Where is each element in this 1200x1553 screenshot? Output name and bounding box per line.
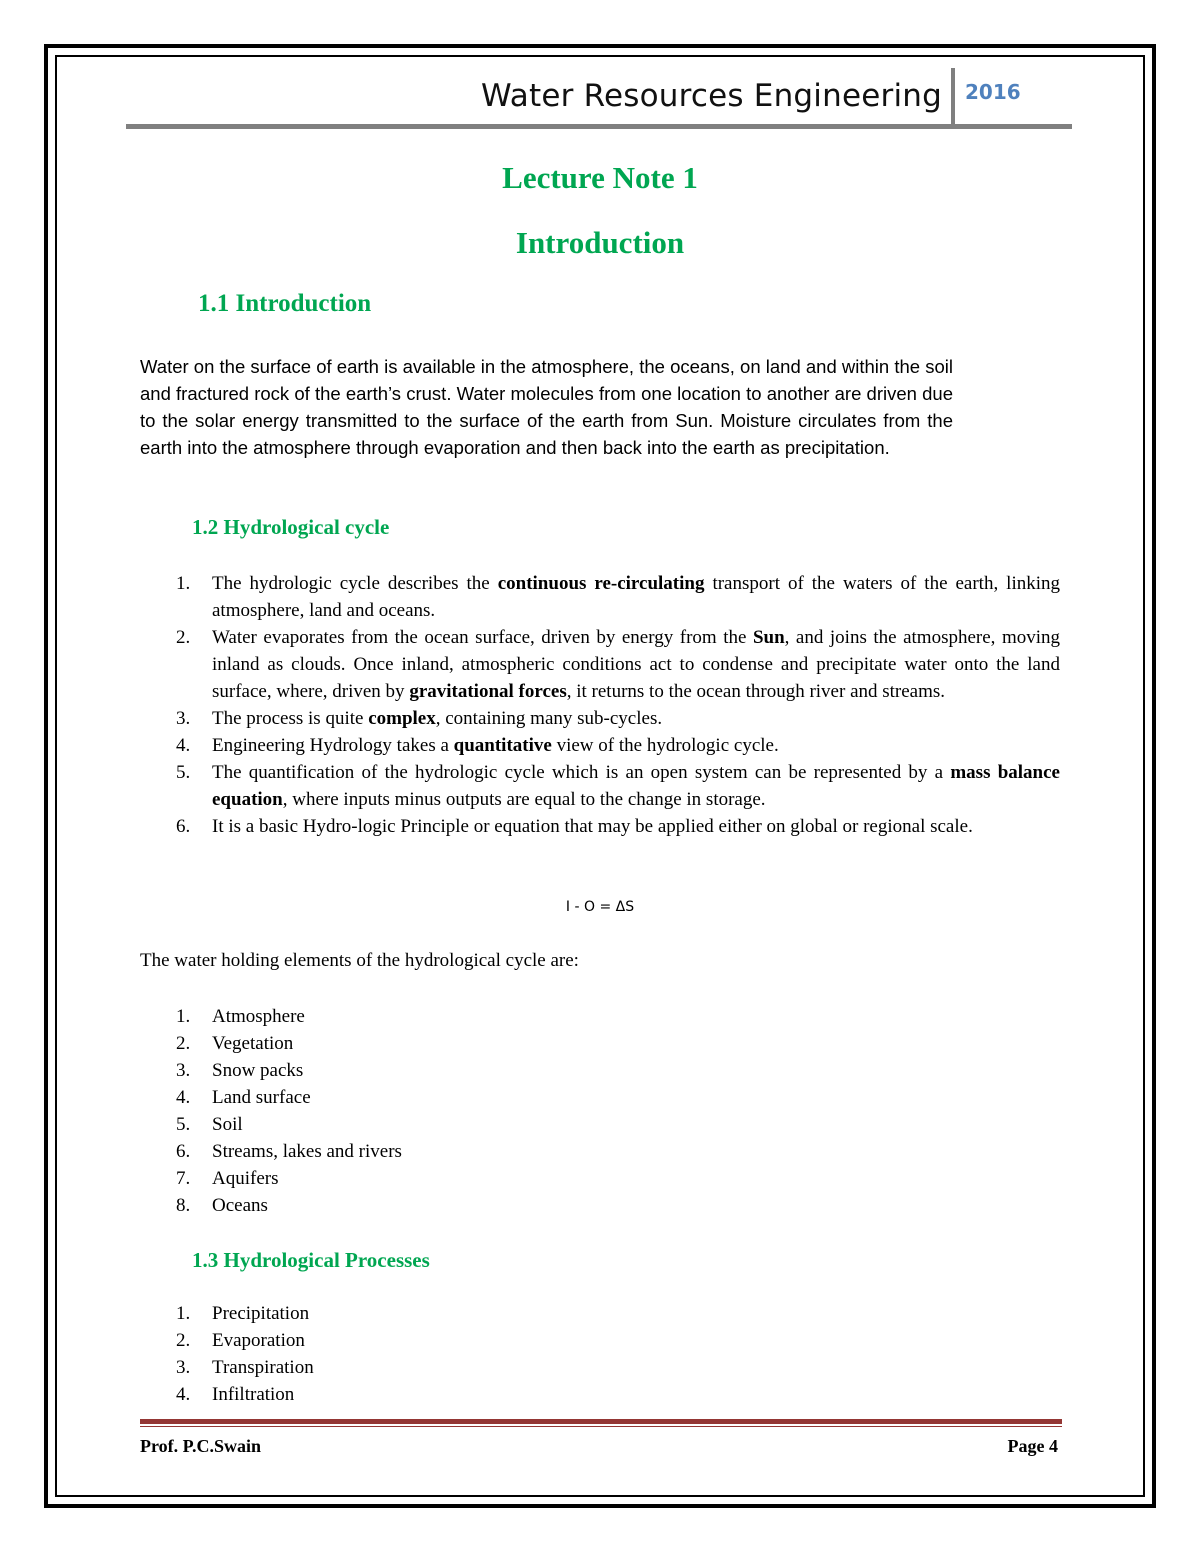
list-item: 4. Land surface bbox=[140, 1084, 640, 1111]
list-item: 1. The hydrologic cycle describes the continuous re-circulating transport of the waters of the earth, linking atmosphere, land and oceans. bbox=[140, 570, 1060, 624]
footer-rule-thin bbox=[140, 1426, 1062, 1427]
emphasis: Sun bbox=[752, 627, 785, 648]
list-item: 2. Evaporation bbox=[140, 1327, 640, 1354]
list-number: 2. bbox=[176, 1033, 191, 1054]
list-number: 6. bbox=[176, 816, 191, 837]
list-number: 2. bbox=[176, 1330, 191, 1351]
list-item: 3. Transpiration bbox=[140, 1354, 640, 1381]
list-item: 7. Aquifers bbox=[140, 1165, 640, 1192]
list-number: 6. bbox=[176, 1141, 191, 1162]
hydrological-processes-list bbox=[140, 1300, 640, 1408]
list-number: 7. bbox=[176, 1168, 191, 1189]
header-rule bbox=[126, 124, 1072, 129]
list-number: 4. bbox=[176, 1087, 191, 1108]
section-heading-1-2: 1.2 Hydrological cycle bbox=[192, 515, 390, 539]
emphasis: complex bbox=[368, 708, 436, 729]
document-subtitle: Introduction bbox=[515, 225, 685, 260]
list-item: 3. The process is quite complex, containing many sub-cycles. bbox=[140, 705, 1060, 732]
list-item: 2. Water evaporates from the ocean surface, driven by energy from the Sun, and joins the atmosphere, moving inland as clouds. Once inland, atmospheric conditions act to condense and precipitate water onto the land surface, where, driven by gravitational forces, it returns to the ocean through river and streams. bbox=[140, 624, 1060, 705]
list-item: 3. Snow packs bbox=[140, 1057, 640, 1084]
list-number: 3. bbox=[176, 1357, 191, 1378]
list-number: 5. bbox=[176, 1114, 191, 1135]
hydrological-cycle-list bbox=[140, 570, 1060, 840]
header-year: 2016 bbox=[965, 80, 1021, 104]
list-item: 1. Atmosphere bbox=[140, 1003, 640, 1030]
footer-author: Prof. P.C.Swain bbox=[140, 1436, 262, 1456]
document-title: Lecture Note 1 bbox=[502, 160, 698, 195]
list-number: 4. bbox=[176, 1384, 191, 1405]
intro-paragraph: Water on the surface of earth is available in the atmosphere, the oceans, on land and within the soil and fractured rock of the earth’s crust. Water molecules from one location to another are driven due to the solar energy transmitted to the surface of the earth from Sun. Moisture circulates from the earth into the atmosphere through evaporation and then back into the earth as precipitation. bbox=[140, 356, 953, 458]
elements-intro-text: The water holding elements of the hydrological cycle are: bbox=[140, 950, 579, 971]
list-item: 6. It is a basic Hydro-logic Principle or equation that may be applied either on global or regional scale. bbox=[140, 813, 1060, 840]
list-item: 5. The quantification of the hydrologic cycle which is an open system can be represented by a mass balance equation, where inputs minus outputs are equal to the change in storage. bbox=[140, 759, 1060, 813]
list-item: 8. Oceans bbox=[140, 1192, 640, 1219]
footer-rule bbox=[140, 1419, 1062, 1424]
header-divider bbox=[951, 68, 955, 128]
list-item: 2. Vegetation bbox=[140, 1030, 640, 1057]
list-number: 3. bbox=[176, 708, 191, 729]
list-number: 1. bbox=[176, 1303, 191, 1324]
section-heading-1-1: 1.1 Introduction bbox=[198, 290, 372, 317]
water-holding-elements-list bbox=[140, 1003, 640, 1219]
header-title: Water Resources Engineering bbox=[480, 78, 942, 114]
emphasis: gravitational forces bbox=[409, 681, 567, 702]
list-number: 1. bbox=[176, 573, 191, 594]
list-number: 2. bbox=[176, 627, 191, 648]
list-number: 1. bbox=[176, 1006, 191, 1027]
list-item: 5. Soil bbox=[140, 1111, 640, 1138]
emphasis: quantitative bbox=[453, 735, 552, 756]
section-heading-1-3: 1.3 Hydrological Processes bbox=[192, 1248, 430, 1272]
list-number: 3. bbox=[176, 1060, 191, 1081]
page-number: Page 4 bbox=[1007, 1436, 1058, 1456]
list-item: 4. Infiltration bbox=[140, 1381, 640, 1408]
list-number: 5. bbox=[176, 762, 191, 783]
list-item: 4. Engineering Hydrology takes a quantitative view of the hydrologic cycle. bbox=[140, 732, 1060, 759]
list-item: 1. Precipitation bbox=[140, 1300, 640, 1327]
list-number: 4. bbox=[176, 735, 191, 756]
emphasis: continuous re-circulating bbox=[497, 573, 705, 594]
mass-balance-equation: I - O = ΔS bbox=[565, 899, 635, 915]
list-number: 8. bbox=[176, 1195, 191, 1216]
list-item: 6. Streams, lakes and rivers bbox=[140, 1138, 640, 1165]
emphasis: mass balance equation bbox=[212, 762, 1060, 810]
